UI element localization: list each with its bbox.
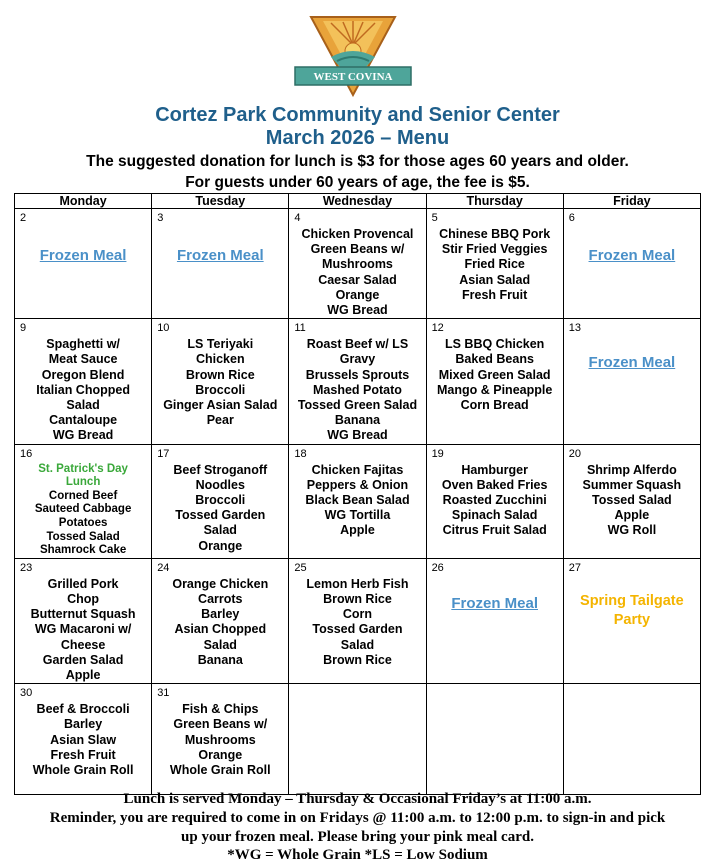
menu-item: Spinach Salad (451, 508, 538, 523)
menu-item: Brown Rice (323, 652, 392, 667)
menu-item: Orange (335, 287, 380, 302)
menu-item: Orange (198, 747, 243, 762)
day-cell (152, 684, 289, 795)
day-cell (563, 558, 700, 683)
menu-item: Carrots (198, 592, 243, 606)
menu-item: Corn (342, 607, 373, 622)
frozen-meal-reminder: Reminder, you are required to come in on Fridays @ 11:00 a.m. to 12:00 p.m. to sign-in and pick (49, 810, 666, 826)
menu-item: Black Bean Salad (305, 493, 410, 508)
menu-item: Green Beans w/ (173, 717, 268, 732)
day-number: 25 (294, 561, 307, 574)
day-number: 10 (157, 322, 170, 335)
menu-item: Brown Rice (323, 592, 392, 606)
menu-item: Salad (66, 398, 100, 413)
day-cell (152, 319, 289, 444)
day-number: 18 (294, 447, 307, 460)
menu-item: WG Macaroni w/ (34, 622, 132, 637)
menu-item: Oregon Blend (41, 367, 125, 382)
menu-item: Oven Baked Fries (441, 477, 548, 492)
menu-item: WG Bread (327, 428, 388, 443)
menu-items (289, 209, 425, 318)
day-number: 19 (431, 447, 444, 460)
menu-item: Asian Salad (459, 272, 531, 287)
frozen-meal-label: Frozen Meal (176, 247, 264, 264)
menu-items (289, 445, 425, 539)
svg-text:WEST COVINA: WEST COVINA (313, 71, 393, 83)
menu-item: Cantaloupe (49, 413, 118, 428)
menu-item: Mushrooms (184, 732, 256, 747)
menu-item: Broccoli (195, 382, 246, 397)
guest-fee-note: For guests under 60 years of age, the fee is $5. (185, 174, 530, 191)
day-number: 30 (20, 687, 33, 700)
day-cell (289, 558, 426, 683)
menu-item: Barley (63, 717, 103, 732)
frozen-meal-label: Frozen Meal (588, 247, 676, 264)
day-cell (426, 319, 563, 444)
holiday-label: St. Patrick's Day (38, 462, 128, 475)
day-number: 20 (568, 447, 581, 460)
menu-item: Asian Chopped (174, 622, 267, 637)
menu-item: Asian Slaw (50, 732, 117, 747)
frozen-meal-label: Frozen Meal (39, 247, 127, 264)
menu-item: Brussels Sprouts (305, 367, 410, 382)
menu-item: Mango & Pineapple (437, 382, 553, 397)
menu-items (15, 319, 151, 443)
menu-item: Garden Salad (42, 652, 124, 667)
menu-item: Mashed Potato (313, 382, 402, 397)
day-cell (15, 558, 152, 683)
weekday-header: Monday (15, 194, 152, 209)
week-row (15, 684, 701, 795)
frozen-meal-label: Frozen Meal (451, 594, 538, 612)
menu-item: Summer Squash (582, 477, 682, 492)
menu-items (427, 445, 563, 539)
menu-item: Banana (334, 413, 381, 428)
day-number: 2 (20, 212, 27, 224)
menu-item: Beef & Broccoli (36, 702, 130, 717)
menu-items (15, 445, 151, 558)
day-number: 11 (294, 322, 306, 335)
menu-item: Stir Fried Veggies (441, 242, 548, 257)
menu-item: Spaghetti w/ (46, 337, 120, 352)
day-cell (152, 444, 289, 558)
day-number: 27 (568, 561, 581, 574)
menu-calendar (14, 193, 701, 795)
menu-items (152, 559, 288, 668)
menu-item: WG Bread (52, 428, 114, 443)
day-number: 5 (431, 212, 438, 224)
menu-items (289, 319, 425, 443)
menu-item: Broccoli (195, 493, 246, 508)
special-event-line: Party (613, 611, 651, 628)
day-cell (152, 558, 289, 683)
menu-items (289, 559, 425, 668)
menu-item: Baked Beans (455, 352, 534, 367)
menu-item: Orange Chicken (172, 576, 269, 591)
menu-item: Mixed Green Salad (438, 367, 551, 382)
menu-items (152, 445, 288, 554)
day-cell (289, 444, 426, 558)
day-number: 13 (568, 322, 581, 335)
menu-item: Brown Rice (185, 367, 255, 382)
menu-item: Fresh Fruit (50, 747, 116, 762)
day-number: 6 (568, 212, 575, 224)
menu-item: Beef Stroganoff (173, 462, 268, 477)
menu-items (427, 209, 563, 303)
menu-item: Whole Grain Roll (169, 763, 271, 778)
menu-item: Pear (206, 413, 234, 428)
menu-item: Corn Bread (460, 398, 529, 413)
day-cell (152, 209, 289, 319)
menu-item: Tossed Salad (46, 530, 120, 543)
menu-items (564, 445, 700, 539)
weekday-header: Wednesday (289, 194, 426, 209)
day-number: 24 (157, 561, 170, 574)
menu-items (152, 684, 288, 778)
menu-item: Noodles (195, 477, 245, 492)
menu-items (15, 684, 151, 778)
weekday-header: Thursday (426, 194, 563, 209)
menu-item: Chicken Fajitas (311, 462, 404, 477)
menu-item: Potatoes (58, 517, 108, 530)
menu-item: Roast Beef w/ LS (306, 337, 409, 352)
day-cell (15, 209, 152, 319)
donation-note: The suggested donation for lunch is $3 for those ages 60 years and older. (86, 153, 629, 170)
day-number: 31 (157, 687, 170, 700)
abbreviation-legend: *WG = Whole Grain *LS = Low Sodium (227, 847, 488, 863)
menu-item: Grilled Pork (47, 576, 119, 591)
menu-item: Banana (197, 652, 243, 667)
day-cell (563, 209, 700, 319)
menu-item: Citrus Fruit Salad (442, 523, 547, 538)
menu-item: Chicken Provencal (301, 227, 414, 241)
menu-item: Salad (203, 523, 237, 538)
day-cell (426, 558, 563, 683)
day-cell (426, 684, 563, 795)
menu-month-title: March 2026 – Menu (265, 127, 450, 149)
menu-item: LS BBQ Chicken (444, 337, 545, 352)
holiday-label: Lunch (65, 476, 101, 489)
day-cell (289, 684, 426, 795)
weekday-header: Tuesday (152, 194, 289, 209)
day-number: 12 (431, 322, 444, 335)
menu-item: Lemon Herb Fish (306, 576, 409, 591)
menu-item: Apple (65, 668, 101, 683)
menu-item: WG Bread (327, 303, 388, 318)
day-number: 9 (20, 322, 27, 335)
day-cell (563, 684, 700, 795)
frozen-meal-reminder-cont: up your frozen meal. Please bring your pink meal card. (181, 829, 534, 845)
menu-item: Whole Grain Roll (32, 763, 134, 778)
day-cell (289, 319, 426, 444)
menu-item: Sauteed Cabbage (34, 503, 132, 516)
menu-item: Tossed Garden (312, 622, 403, 637)
frozen-meal-label: Frozen Meal (588, 354, 676, 372)
menu-item: Caesar Salad (318, 272, 397, 287)
menu-item: Roasted Zucchini (442, 493, 547, 508)
day-number: 3 (157, 212, 164, 224)
menu-item: Butternut Squash (30, 607, 136, 622)
menu-item: WG Roll (607, 523, 657, 538)
menu-item: Green Beans w/ (310, 242, 405, 257)
menu-item: Salad (203, 637, 237, 652)
weekday-header-row (15, 194, 701, 209)
day-number: 4 (294, 212, 301, 224)
menu-item: Apple (340, 523, 375, 538)
menu-items (15, 559, 151, 683)
menu-item: Tossed Garden (175, 508, 266, 523)
lunch-schedule-note: Lunch is served Monday – Thursday & Occasional Friday’s at 11:00 a.m. (123, 791, 592, 807)
week-row (15, 209, 701, 319)
day-cell (289, 209, 426, 319)
day-number: 17 (157, 447, 170, 460)
day-cell (426, 209, 563, 319)
menu-item: Shrimp Alferdo (586, 462, 677, 477)
menu-item: Hamburger (461, 462, 528, 477)
menu-item: Corned Beef (48, 489, 118, 502)
day-number: 16 (20, 447, 33, 460)
menu-item: Fresh Fruit (462, 287, 528, 302)
menu-item: Italian Chopped (36, 382, 130, 397)
menu-item: Cheese (60, 637, 106, 652)
day-number: 23 (20, 561, 33, 574)
day-cell (15, 684, 152, 795)
day-cell (426, 444, 563, 558)
menu-item: Chicken (195, 352, 245, 367)
day-number: 26 (431, 561, 444, 574)
menu-item: Tossed Green Salad (297, 398, 418, 413)
week-row (15, 319, 701, 444)
menu-item: Chinese BBQ Pork (439, 227, 551, 241)
menu-item: Barley (201, 607, 240, 622)
menu-items (427, 319, 563, 413)
menu-item: Meat Sauce (48, 352, 118, 367)
menu-item: Chop (67, 592, 100, 606)
day-cell (563, 444, 700, 558)
day-cell (563, 319, 700, 444)
calendar-body (15, 209, 701, 795)
weekday-header: Friday (563, 194, 700, 209)
center-title: Cortez Park Community and Senior Center (155, 104, 560, 126)
menu-item: Orange (198, 538, 243, 553)
menu-item: Tossed Salad (592, 493, 672, 508)
special-event (564, 559, 700, 630)
menu-item: WG Tortilla (324, 508, 391, 523)
menu-item: Mushrooms (322, 257, 393, 272)
menu-items (152, 319, 288, 428)
day-cell (15, 444, 152, 558)
menu-item: Fish & Chips (182, 702, 259, 717)
menu-item: LS Teriyaki (187, 337, 254, 352)
menu-item: Salad (340, 637, 375, 652)
menu-item: Peppers & Onion (306, 477, 409, 492)
menu-item: Gravy (339, 352, 376, 367)
menu-item: Fried Rice (464, 257, 525, 272)
special-event-line: Spring Tailgate (580, 592, 684, 609)
menu-item: Shamrock Cake (39, 544, 127, 557)
day-cell (15, 319, 152, 444)
menu-item: Ginger Asian Salad (163, 398, 278, 413)
menu-item: Apple (614, 508, 650, 523)
week-row (15, 558, 701, 683)
week-row (15, 444, 701, 558)
west-covina-logo (291, 15, 415, 97)
